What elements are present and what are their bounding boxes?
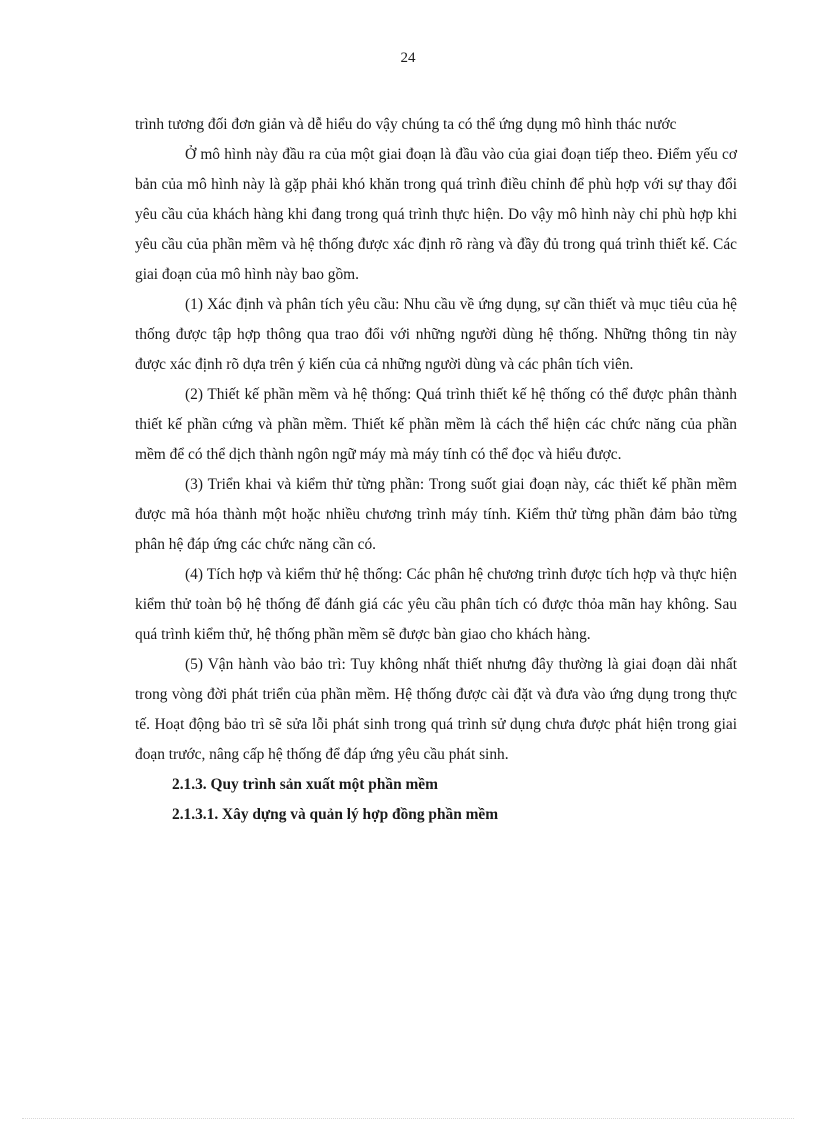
paragraph-waterfall-description: Ở mô hình này đầu ra của một giai đoạn là đầu vào của giai đoạn tiếp theo. Điểm yếu cơ bản của mô hình này là gặp phải khó khăn trong quá trình điều chỉnh để phù hợp với sự thay đổi yêu cầu của khách hàng khi đang trong quá trình thực hiện. Do vậy mô hình này chỉ phù hợp khi yêu cầu của phần mềm và hệ thống được xác định rõ ràng và đầy đủ trong quá trình thiết kế. Các giai đoạn của mô hình này bao gồm. <box>135 146 737 283</box>
page-number: 24 <box>400 50 416 66</box>
section-heading-2-1-3: 2.1.3. Quy trình sản xuất một phần mềm <box>172 776 438 793</box>
paragraph-stage-2: (2) Thiết kế phần mềm và hệ thống: Quá trình thiết kế hệ thống có thể được phân thành thiết kế phần cứng và phần mềm. Thiết kế phần mềm là cách thể hiện các chức năng của phần mềm để có thể dịch thành ngôn ngữ máy mà máy tính có thể đọc và hiểu được. <box>135 386 737 463</box>
document-body <box>135 110 737 830</box>
section-heading-2-1-3-1: 2.1.3.1. Xây dựng và quản lý hợp đồng phần mềm <box>172 806 499 823</box>
paragraph-stage-4: (4) Tích hợp và kiểm thử hệ thống: Các phân hệ chương trình được tích hợp và thực hiện kiểm thử toàn bộ hệ thống để đánh giá các yêu cầu phân tích có được thỏa mãn hay không. Sau quá trình kiểm thử, hệ thống phần mềm sẽ được bàn giao cho khách hàng. <box>135 566 737 643</box>
paragraph-stage-1: (1) Xác định và phân tích yêu cầu: Nhu cầu về ứng dụng, sự cần thiết và mục tiêu của hệ thống được tập hợp thông qua trao đổi với những người dùng hệ thống. Những thông tin này được xác định rõ dựa trên ý kiến của cả những người dùng và các phân tích viên. <box>135 296 737 373</box>
paragraph-stage-5: (5) Vận hành vào bảo trì: Tuy không nhất thiết nhưng đây thường là giai đoạn dài nhất trong vòng đời phát triển của phần mềm. Hệ thống được cài đặt và đưa vào ứng dụng trong thực tế. Hoạt động bảo trì sẽ sửa lỗi phát sinh trong quá trình sử dụng chưa được phát hiện trong giai đoạn trước, nâng cấp hệ thống để đáp ứng yêu cầu phát sinh. <box>135 656 737 763</box>
paragraph-stage-3: (3) Triển khai và kiểm thử từng phần: Trong suốt giai đoạn này, các thiết kế phần mềm được mã hóa thành một hoặc nhiều chương trình máy tính. Kiểm thử từng phần đảm bảo từng phân hệ đáp ứng các chức năng cần có. <box>135 476 737 553</box>
page-bottom-rule <box>22 1118 794 1119</box>
paragraph-continuation: trình tương đối đơn giản và dễ hiểu do vậy chúng ta có thể ứng dụng mô hình thác nước <box>135 116 677 133</box>
